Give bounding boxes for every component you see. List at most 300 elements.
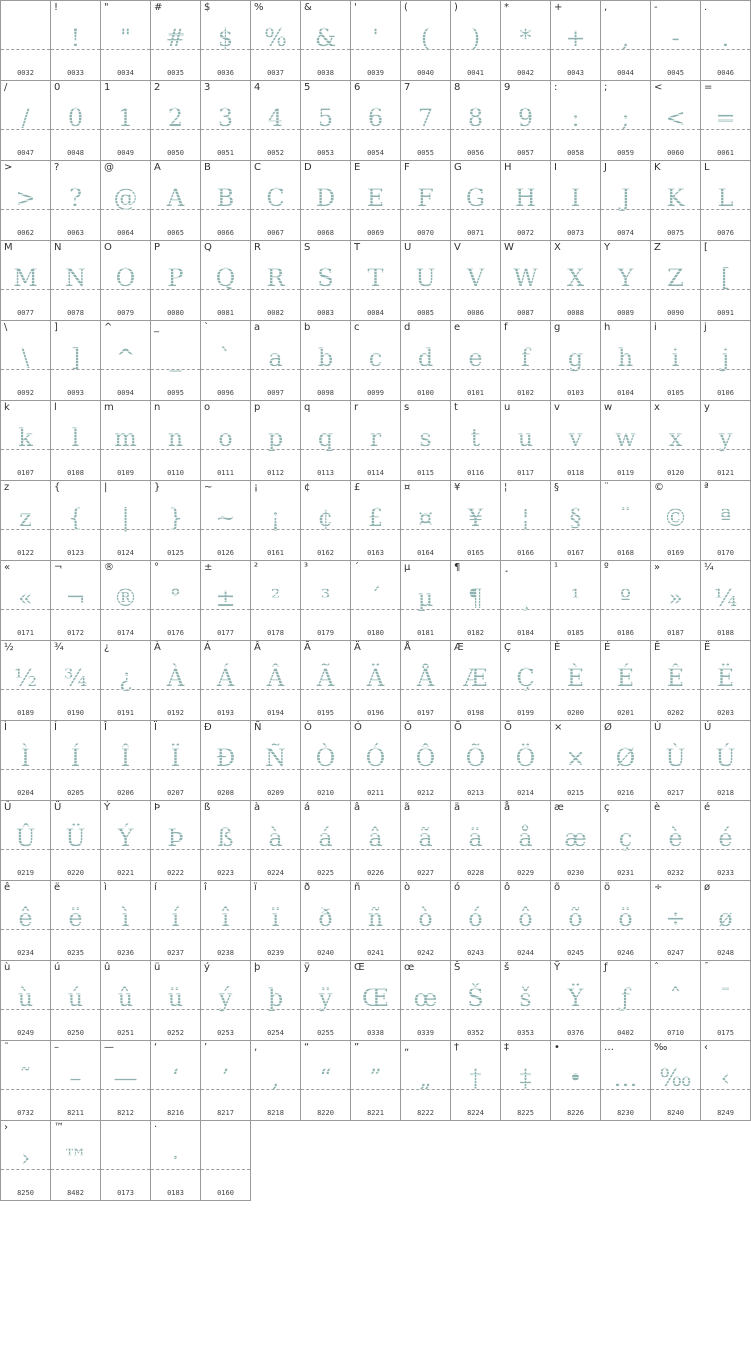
char-code-label: 0088 [567, 309, 584, 317]
glyph-cell [701, 401, 751, 481]
glyph-preview: ” [351, 1063, 400, 1093]
char-code-label: 0352 [467, 1029, 484, 1037]
char-code-label: 8220 [317, 1109, 334, 1117]
char-code-label: 0082 [267, 309, 284, 317]
reference-character: F [404, 162, 410, 173]
reference-character: Å [404, 642, 411, 653]
char-code-label: 0217 [667, 789, 684, 797]
glyph-cell [101, 81, 151, 161]
glyph-preview: æ [551, 823, 600, 853]
glyph-preview: ¶ [451, 583, 500, 613]
reference-character: % [254, 2, 264, 13]
reference-character: Ô [404, 722, 412, 733]
reference-character: È [554, 642, 561, 653]
glyph-preview: œ [401, 983, 450, 1013]
reference-character: c [354, 322, 360, 333]
glyph-preview: Í [51, 743, 100, 773]
char-code-label: 0243 [467, 949, 484, 957]
char-code-label: 0077 [17, 309, 34, 317]
glyph-cell [201, 81, 251, 161]
reference-character: ° [154, 562, 159, 573]
glyph-cell [201, 801, 251, 881]
char-code-label: 0169 [667, 549, 684, 557]
glyph-cell [351, 81, 401, 161]
glyph-preview: < [651, 103, 700, 133]
glyph-preview: S [301, 263, 350, 293]
char-code-label: 0240 [317, 949, 334, 957]
glyph-cell [51, 481, 101, 561]
char-code-label: 8250 [17, 1189, 34, 1197]
glyph-cell [201, 721, 251, 801]
glyph-preview: 4 [251, 103, 300, 133]
glyph-preview: u [501, 423, 550, 453]
char-code-label: 0206 [117, 789, 134, 797]
glyph-cell [351, 561, 401, 641]
glyph-preview: _ [151, 343, 200, 373]
glyph-preview: ` [201, 343, 250, 373]
reference-character: ô [504, 882, 511, 893]
glyph-preview: š [501, 983, 550, 1013]
baseline-guide [101, 1169, 150, 1170]
reference-character: A [154, 162, 161, 173]
glyph-preview: ã [401, 823, 450, 853]
reference-character: — [104, 1042, 114, 1053]
glyph-cell [551, 641, 601, 721]
glyph-preview: Y [601, 263, 650, 293]
glyph-preview: ¿ [101, 663, 150, 693]
reference-character: Ì [4, 722, 7, 733]
reference-character: ¸ [504, 562, 509, 573]
glyph-cell [251, 81, 301, 161]
char-code-label: 0187 [667, 629, 684, 637]
reference-character: à [254, 802, 261, 813]
char-code-label: 0241 [367, 949, 384, 957]
glyph-preview: 1 [101, 103, 150, 133]
reference-character: ? [54, 162, 60, 173]
glyph-cell [351, 321, 401, 401]
reference-character: - [654, 2, 658, 13]
reference-character: Ù [654, 722, 662, 733]
reference-character: ÷ [654, 882, 663, 893]
reference-character: â [354, 802, 361, 813]
char-code-label: 0210 [317, 789, 334, 797]
char-code-label: 8211 [67, 1109, 84, 1117]
glyph-cell [101, 641, 151, 721]
char-code-label: 0114 [367, 469, 384, 477]
glyph-cell [201, 401, 251, 481]
char-code-label: 0115 [417, 469, 434, 477]
glyph-cell [151, 161, 201, 241]
glyph-cell [601, 961, 651, 1041]
char-code-label: 0035 [167, 69, 184, 77]
reference-character: f [504, 322, 508, 333]
reference-character: ƒ [604, 962, 608, 973]
char-code-label: 0111 [217, 469, 234, 477]
char-code-label: 0093 [67, 389, 84, 397]
reference-character: y [704, 402, 710, 413]
char-code-label: 0052 [267, 149, 284, 157]
glyph-cell [451, 81, 501, 161]
reference-character: « [4, 562, 11, 573]
char-code-label: 8225 [517, 1109, 534, 1117]
char-code-label: 0186 [617, 629, 634, 637]
glyph-cell [551, 401, 601, 481]
glyph-preview: ç [601, 823, 650, 853]
glyph-preview: b [301, 343, 350, 373]
reference-character: Ú [704, 722, 712, 733]
char-code-label: 0034 [117, 69, 134, 77]
char-code-label: 0170 [717, 549, 734, 557]
glyph-cell [401, 1, 451, 81]
reference-character: ¹ [554, 562, 559, 573]
reference-character: T [354, 242, 361, 253]
glyph-preview: 2 [151, 103, 200, 133]
reference-character: z [4, 482, 10, 493]
char-code-label: 0124 [117, 549, 134, 557]
glyph-cell [601, 1, 651, 81]
glyph-cell [701, 961, 751, 1041]
glyph-preview: © [651, 503, 700, 533]
glyph-cell [151, 721, 201, 801]
char-code-label: 0112 [267, 469, 284, 477]
glyph-cell [51, 1121, 101, 1201]
char-code-label: 0036 [217, 69, 234, 77]
glyph-cell [651, 401, 701, 481]
char-code-label: 0033 [67, 69, 84, 77]
glyph-preview: q [301, 423, 350, 453]
glyph-preview: ß [201, 823, 250, 853]
reference-character: ² [254, 562, 259, 573]
glyph-preview: Î [101, 743, 150, 773]
glyph-preview: á [301, 823, 350, 853]
glyph-cell [251, 881, 301, 961]
glyph-cell [301, 881, 351, 961]
reference-character: = [704, 82, 713, 93]
reference-character: ú [54, 962, 61, 973]
glyph-preview: > [1, 183, 50, 213]
char-code-label: 0195 [317, 709, 334, 717]
reference-character: 8 [454, 82, 461, 93]
glyph-preview: J [601, 183, 650, 213]
glyph-preview: ® [101, 583, 150, 613]
char-code-label: 0174 [117, 629, 134, 637]
glyph-cell [701, 641, 751, 721]
reference-character: ª [704, 482, 709, 493]
glyph-cell [451, 1, 501, 81]
char-code-label: 0215 [567, 789, 584, 797]
glyph-cell [651, 481, 701, 561]
reference-character: m [104, 402, 114, 413]
reference-character: 9 [504, 82, 511, 93]
glyph-preview [201, 1143, 250, 1173]
glyph-cell [451, 321, 501, 401]
glyph-cell [701, 801, 751, 881]
glyph-cell [451, 481, 501, 561]
reference-character: Ÿ [554, 962, 561, 973]
glyph-preview: ² [251, 583, 300, 613]
glyph-preview: * [501, 23, 550, 53]
reference-character: ” [354, 1042, 360, 1053]
glyph-cell [651, 801, 701, 881]
glyph-cell [251, 1, 301, 81]
char-code-label: 0191 [117, 709, 134, 717]
char-code-label: 0067 [267, 229, 284, 237]
char-code-label: 0066 [217, 229, 234, 237]
reference-character: ! [54, 2, 59, 13]
glyph-preview: i [651, 343, 700, 373]
char-code-label: 0085 [417, 309, 434, 317]
glyph-cell [51, 161, 101, 241]
glyph-preview: – [51, 1063, 100, 1093]
glyph-cell [551, 81, 601, 161]
char-code-label: 0179 [317, 629, 334, 637]
char-code-label: 0040 [417, 69, 434, 77]
char-code-label: 0103 [567, 389, 584, 397]
reference-character: N [54, 242, 62, 253]
glyph-cell [401, 241, 451, 321]
glyph-preview: Á [201, 663, 250, 693]
reference-character: Ê [654, 642, 661, 653]
glyph-cell [601, 481, 651, 561]
reference-character: ¿ [104, 642, 110, 653]
reference-character: ' [354, 2, 357, 13]
char-code-label: 0167 [567, 549, 584, 557]
glyph-cell [301, 1041, 351, 1121]
glyph-cell [501, 641, 551, 721]
reference-character: o [204, 402, 211, 413]
glyph-cell [651, 561, 701, 641]
reference-character: ¼ [704, 562, 714, 573]
glyph-preview: L [701, 183, 750, 213]
reference-character: » [654, 562, 661, 573]
glyph-cell [401, 961, 451, 1041]
reference-character: § [554, 482, 559, 493]
glyph-cell [501, 241, 551, 321]
glyph-cell [651, 321, 701, 401]
glyph-preview: ~ [201, 503, 250, 533]
char-code-label: 0188 [717, 629, 734, 637]
glyph-preview: ¦ [501, 503, 550, 533]
char-code-label: 0099 [367, 389, 384, 397]
glyph-preview: ÷ [651, 903, 700, 933]
glyph-cell [201, 321, 251, 401]
glyph-preview: D [301, 183, 350, 213]
glyph-cell [451, 881, 501, 961]
glyph-preview: í [151, 903, 200, 933]
glyph-preview: • [551, 1063, 600, 1093]
char-code-label: 0212 [417, 789, 434, 797]
char-code-label: 0061 [717, 149, 734, 157]
glyph-cell [101, 241, 151, 321]
reference-character: ’ [204, 1042, 208, 1053]
char-code-label: 0226 [367, 869, 384, 877]
glyph-preview: ™ [51, 1143, 100, 1173]
glyph-cell [501, 801, 551, 881]
glyph-cell [551, 801, 601, 881]
char-code-label: 0235 [67, 949, 84, 957]
char-code-label: 0194 [267, 709, 284, 717]
char-code-label: 0050 [167, 149, 184, 157]
glyph-cell [701, 1041, 751, 1121]
glyph-preview: Û [1, 823, 50, 853]
glyph-preview: / [1, 103, 50, 133]
char-code-label: 0237 [167, 949, 184, 957]
glyph-preview: ª [701, 503, 750, 533]
glyph-cell [501, 881, 551, 961]
glyph-preview: µ [401, 583, 450, 613]
glyph-preview: ñ [351, 903, 400, 933]
char-code-label: 0253 [217, 1029, 234, 1037]
reference-character: ( [404, 2, 408, 13]
glyph-cell [151, 801, 201, 881]
glyph-cell [501, 321, 551, 401]
reference-character: & [304, 2, 312, 13]
reference-character: $ [204, 2, 211, 13]
glyph-cell [501, 721, 551, 801]
glyph-preview: A [151, 183, 200, 213]
glyph-cell [51, 881, 101, 961]
glyph-preview: z [1, 503, 50, 533]
glyph-cell [251, 1041, 301, 1121]
reference-character: ¥ [454, 482, 461, 493]
glyph-preview: ) [451, 23, 500, 53]
char-code-label: 0080 [167, 309, 184, 317]
reference-character: | [104, 482, 108, 493]
reference-character: œ [404, 962, 415, 973]
glyph-cell [601, 81, 651, 161]
reference-character: . [704, 2, 708, 13]
glyph-preview: a [251, 343, 300, 373]
glyph-preview: Ú [701, 743, 750, 773]
char-code-label: 0041 [467, 69, 484, 77]
reference-character: š [504, 962, 510, 973]
glyph-preview: ý [201, 983, 250, 1013]
reference-character: Ð [204, 722, 212, 733]
char-code-label: 0203 [717, 709, 734, 717]
glyph-cell [701, 241, 751, 321]
glyph-preview: 6 [351, 103, 400, 133]
reference-character: á [304, 802, 311, 813]
glyph-cell [701, 481, 751, 561]
char-code-label: 0183 [167, 1189, 184, 1197]
glyph-preview: ¤ [401, 503, 450, 533]
char-code-label: 0122 [17, 549, 34, 557]
reference-character: Ã [304, 642, 311, 653]
char-code-label: 0213 [467, 789, 484, 797]
char-code-label: 0192 [167, 709, 184, 717]
glyph-preview: Ò [301, 743, 350, 773]
char-code-label: 0162 [317, 549, 334, 557]
reference-character: ¨ [604, 482, 609, 493]
char-code-label: 0109 [117, 469, 134, 477]
char-code-label: 0083 [317, 309, 334, 317]
glyph-preview: + [551, 23, 600, 53]
glyph-cell [251, 801, 301, 881]
char-code-label: 0225 [317, 869, 334, 877]
reference-character: J [604, 162, 607, 173]
char-code-label: 0160 [217, 1189, 234, 1197]
char-code-label: 0199 [517, 709, 534, 717]
reference-character: Ó [354, 722, 362, 733]
reference-character: , [604, 2, 608, 13]
glyph-preview: g [551, 343, 600, 373]
reference-character: : [554, 82, 558, 93]
reference-character: ¦ [504, 482, 508, 493]
glyph-preview: ³ [301, 583, 350, 613]
glyph-preview: I [551, 183, 600, 213]
char-code-label: 0048 [67, 149, 84, 157]
glyph-cell [701, 321, 751, 401]
char-code-label: 0209 [267, 789, 284, 797]
glyph-cell [201, 481, 251, 561]
char-code-label: 0402 [617, 1029, 634, 1037]
glyph-preview: - [651, 23, 700, 53]
char-code-label: 0251 [117, 1029, 134, 1037]
glyph-cell [51, 1, 101, 81]
char-code-label: 0071 [467, 229, 484, 237]
glyph-cell [651, 81, 701, 161]
reference-character: ) [454, 2, 458, 13]
char-code-label: 0205 [67, 789, 84, 797]
reference-character: º [604, 562, 609, 573]
reference-character: P [154, 242, 161, 253]
glyph-cell [51, 961, 101, 1041]
glyph-cell [101, 961, 151, 1041]
glyph-cell [51, 241, 101, 321]
glyph-preview: à [251, 823, 300, 853]
char-code-label: 0214 [517, 789, 534, 797]
char-code-label: 0081 [217, 309, 234, 317]
glyph-preview: À [151, 663, 200, 693]
glyph-preview: " [101, 23, 150, 53]
glyph-preview: c [351, 343, 400, 373]
glyph-cell [401, 1041, 451, 1121]
char-code-label: 0732 [17, 1109, 34, 1117]
char-code-label: 0051 [217, 149, 234, 157]
glyph-preview: ] [51, 343, 100, 373]
reference-character: ~ [204, 482, 213, 493]
glyph-cell [101, 561, 151, 641]
char-code-label: 0244 [517, 949, 534, 957]
glyph-preview: ¼ [701, 583, 750, 613]
glyph-cell [551, 881, 601, 961]
glyph-preview: “ [301, 1063, 350, 1093]
char-code-label: 8482 [67, 1189, 84, 1197]
glyph-preview: Ï [151, 743, 200, 773]
glyph-cell [451, 961, 501, 1041]
glyph-cell [601, 161, 651, 241]
reference-character: £ [354, 482, 361, 493]
char-code-label: 0053 [317, 149, 334, 157]
reference-character: I [554, 162, 557, 173]
glyph-cell [1, 481, 51, 561]
glyph-preview: ‚ [251, 1063, 300, 1093]
glyph-preview: F [401, 183, 450, 213]
char-code-label: 0079 [117, 309, 134, 317]
glyph-cell [301, 401, 351, 481]
reference-character [4, 2, 7, 14]
reference-character: R [254, 242, 261, 253]
reference-character: ; [604, 82, 608, 93]
char-code-label: 0086 [467, 309, 484, 317]
glyph-preview: ! [51, 23, 100, 53]
glyph-preview: Ö [501, 743, 550, 773]
glyph-preview: ; [601, 103, 650, 133]
reference-character: ¬ [54, 562, 63, 573]
reference-character: 1 [104, 82, 111, 93]
glyph-cell [651, 721, 701, 801]
glyph-preview: ò [401, 903, 450, 933]
